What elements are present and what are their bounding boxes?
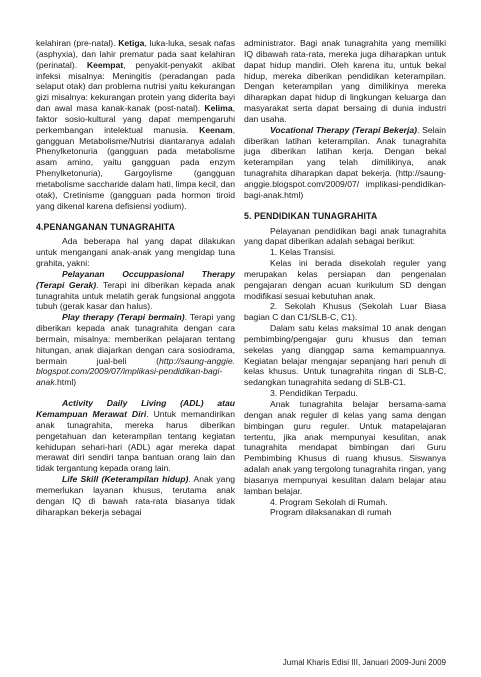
therapy-title: Pelayanan Occuppasional Therapy (Terapi Gerak) bbox=[36, 268, 235, 290]
paragraph-home-school: Program dilaksanakan di rumah bbox=[270, 507, 392, 518]
text-run: . Untuk memandirikan anak tunagrahita, mereka harus diberikan pengetahuan dan keterampilan tentang kegiatan kehidupan sehari-hari (ADL) agar mereka dapat merawat diri sendiri tanpa bantuan orang lain dan tidak tergantung kepada orang lain. bbox=[36, 409, 235, 474]
keyword-kelima: Kelima bbox=[204, 103, 233, 114]
paragraph-life-skill bbox=[36, 474, 235, 517]
keyword-ketiga: Ketiga bbox=[118, 38, 145, 48]
text-run: , penyakit-penyakit akibat infeksi misalnya: Meningitis (peradangan pada selaput otak) dan problema nutrisi yaitu kekurangan gizi misalnya: kekurangan protein yang diderita bayi dan awal masa kanak-kanak (post-natal). bbox=[36, 59, 235, 114]
journal-footer: Jurnal Kharis Edisi III, Januari 2009-Juni 2009 bbox=[282, 658, 446, 667]
therapy-title: Play therapy (Terapi bermain) bbox=[62, 312, 185, 323]
text-run: . Selain diberikan latihan keterampilan. Anak tunagrahita juga diberikan latihan kerja. Dengan bekal keterampilan yang telah dimilikinya, anak tunagrahita diharapkan dapat bekerja. (http://saung-anggie.blogspot.com/2009/07/ implikasi-pendidikan-bagi-anak.html) bbox=[244, 124, 446, 200]
paragraph-causes bbox=[36, 38, 235, 212]
paragraph-life-skill-cont: administrator. Bagi anak tunagrahita yang memiliki IQ dibawah rata-rata, mereka juga diharapkan untuk dapat hidup mandiri. Oleh karena itu, untuk bekal hidup, mereka diberikan pendidikan keterampilan. Dengan keterampilan yang dimilikinya mereka diharapkan dapat hidup di lingkungan keluarga dan masyarakat serta dapat bersaing di dunia industri dan usaha. bbox=[244, 38, 446, 124]
paragraph-intro-education: Pelayanan pendidikan bagi anak tunagrahita yang dapat diberikan adalah sebagai berikut: bbox=[244, 225, 446, 247]
keyword-keempat: Keempat bbox=[86, 59, 124, 70]
list-item-3: 3. Pendidikan Terpadu. bbox=[270, 388, 358, 399]
text-run: . Anak yang memerlukan layanan khusus, terutama anak dengan IQ di bawah rata-rata biasanya tidak diharapkan bekerja sebagai bbox=[36, 474, 236, 517]
left-column bbox=[36, 38, 235, 517]
list-item-1: 1. Kelas Transisi. bbox=[270, 247, 336, 258]
text-run: kelahiran (pre-natal). bbox=[36, 38, 119, 48]
list-item-2: 2. Sekolah Khusus (Sekolah Luar Biasa bagian C dan C1/SLB-C, C1). bbox=[244, 301, 446, 323]
text-run: , gangguan Metabolisme/Nutrisi diantaranya adalah Phenylketonuria (gangguan pada metabolisme asam amino, yaitu gangguan pada enzym Phenylketonuria), Gargoylisme (gangguan metabolisme saccharide dalam hati, limpa kecil, dan otak), Cretinisme (gangguan pada hormon tiroid yang dikenal karena defisiensi yodium). bbox=[36, 124, 235, 211]
section-heading-5: 5. PENDIDIKAN TUNAGRAHITA bbox=[244, 210, 378, 221]
keyword-keenam: Keenam bbox=[199, 124, 233, 135]
text-run: .html) bbox=[54, 377, 77, 388]
paragraph-transition-class: Kelas ini berada disekolah reguler yang merupakan kelas persiapan dan pengenalan pengajaran dengan acuan kurikulum SD dengan modifikasi sesuai kebutuhan anak. bbox=[244, 258, 446, 301]
paragraph-occupational-therapy bbox=[36, 269, 235, 312]
text-run: . Terapi yang diberikan kepada anak tunagrahita dengan cara bermain, misalnya: memberikan pelajaran tentang hitungan, anak diajarkan dengan cara sosiodrama, bermain jual-beli ( bbox=[36, 312, 235, 366]
paragraph-integrated-education: Anak tunagrahita belajar bersama-sama dengan anak reguler di kelas yang sama dengan bimbingan guru reguler. Untuk matapelajaran tertentu, jika anak mempunyai kesulitan, anak tunagrahita mendapat bimbingan dari Guru Pembimbing Khusus di ruang khusus. Siswanya adalah anak yang tergolong tunagrahita ringan, yang biasanya mempunyai kesulitan dalam belajar atau lamban belajar. bbox=[244, 399, 446, 496]
paragraph-play-therapy bbox=[36, 312, 235, 388]
right-column bbox=[244, 38, 446, 518]
therapy-title: Life Skill (Keterampilan hidup) bbox=[62, 474, 189, 485]
text-run: , luka-luka, sesak nafas (asphyxia), dan lahir prematur pada saat kelahiran (perinatal). bbox=[36, 38, 235, 70]
source-link: http://saung-anggie. blogspot.com/2009/07/implikasi-pendidikan-bagi-anak bbox=[36, 355, 235, 388]
paragraph-adl bbox=[36, 398, 235, 474]
therapy-title: Vocational Therapy (Terapi Bekerja) bbox=[270, 124, 417, 135]
paragraph-intro-handling: Ada beberapa hal yang dapat dilakukan untuk mengangani anak-anak yang mengidap tuna grahita, yakni: bbox=[36, 236, 235, 269]
list-item-4: 4. Program Sekolah di Rumah. bbox=[270, 496, 388, 507]
text-run: , faktor sosio-kultural yang dapat mempengaruhi perkembangan intelektual manusia. bbox=[36, 103, 235, 135]
paragraph-vocational-therapy bbox=[244, 125, 446, 201]
therapy-title: Activity Daily Living (ADL) atau Kemampuan Merawat Diri bbox=[36, 398, 235, 419]
text-run: . Terapi ini diberikan kepada anak tunagrahita untuk melatih gerak fungsional anggota tubuh (gerak kasar dan halus). bbox=[36, 279, 235, 312]
paragraph-special-school: Dalam satu kelas maksimal 10 anak dengan pembimbing/pengajar guru khusus dan teman sekelas yang dianggap sama kemampuannya. Kegiatan belajar mengajar sepanjang hari penuh di kelas khusus. Untuk tunagrahita ringan di SLB-C, sedangkan tunagrahita sedang di SLB-C1. bbox=[244, 323, 446, 388]
section-heading-4: 4.PENANGANAN TUNAGRAHITA bbox=[36, 221, 176, 232]
